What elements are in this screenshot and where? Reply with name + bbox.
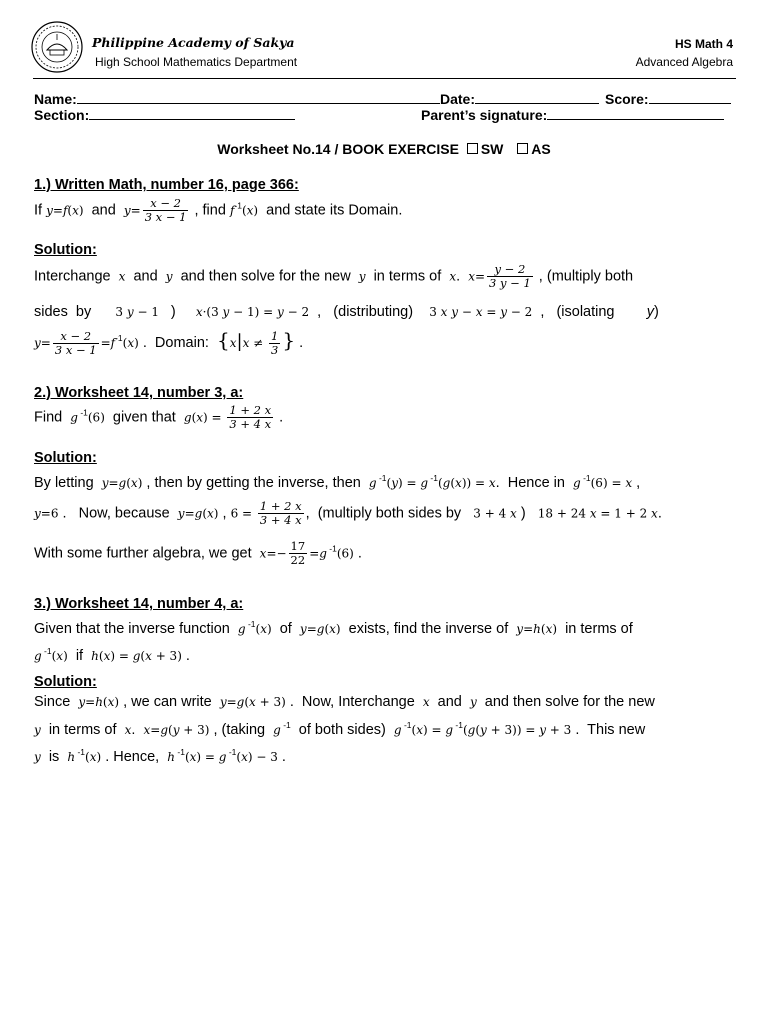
name-label: Name: bbox=[34, 91, 77, 107]
subject-name: Advanced Algebra bbox=[635, 55, 733, 69]
name-blank[interactable] bbox=[77, 89, 440, 104]
problem-1-heading: 1.) Written Math, number 16, page 366: bbox=[34, 177, 299, 193]
department-name: High School Mathematics Department bbox=[95, 55, 298, 69]
sw-checkbox[interactable] bbox=[467, 143, 478, 154]
school-name: Philippine Academy of Sakya bbox=[92, 35, 295, 50]
section-blank[interactable] bbox=[89, 105, 295, 120]
as-checkbox[interactable] bbox=[517, 143, 528, 154]
section-label: Section: bbox=[34, 107, 90, 123]
problem-3-heading: 3.) Worksheet 14, number 4, a: bbox=[34, 596, 244, 612]
problem-3-solution-line-1: Since y=h(x) , we can write y=g(x + 3) . Now, Interchange x and y and then solve for the new bbox=[34, 694, 655, 710]
problem-1-solution-line-2: sides by 3 y − 1 ) x·(3 y − 1) = y − 2 , (distributing) 3 x y − x = y − 2 , (isolating y) bbox=[34, 304, 659, 320]
as-label: AS bbox=[531, 141, 551, 157]
problem-2-heading: 2.) Worksheet 14, number 3, a: bbox=[34, 385, 244, 401]
sw-label: SW bbox=[480, 141, 504, 157]
problem-2-solution-line-1: By letting y=g(x) , then by getting the inverse, then g $^{-1}$(y) = g $^{-1}$(g(x)) = x. Hence in g $^{-1}$(6) = x , bbox=[34, 473, 641, 491]
score-label: Score: bbox=[605, 91, 649, 107]
section-field[interactable] bbox=[34, 105, 295, 123]
header-divider bbox=[33, 78, 736, 79]
problem-3-solution-line-3: y is h $^{-1}$(x) . Hence, h $^{-1}$(x) = g $^{-1}$(x) − 3 . bbox=[34, 747, 286, 765]
problem-2-statement: Find g $^{-1}$(6) given that g(x) = $\frac{1 + 2 x}{3 + 4 x}$ . bbox=[34, 403, 284, 431]
school-seal-logo bbox=[30, 20, 84, 74]
problem-2-solution-line-2: y=6 . Now, because y=g(x) , 6 = $\frac{1 + 2 x}{3 + 4 x}$ , (multiply both sides by 3 + 4 x ) 18 + 24 x = 1 + 2 x. bbox=[34, 499, 662, 527]
problem-1-statement: If y=f(x) and y= $\frac{x - 2}{3 x - 1}$ , find $f^{-1}(x)$ and state its Domain. bbox=[34, 196, 403, 224]
problem-2-solution-line-3: With some further algebra, we get x=− $\frac{17}{22}$ =g $^{-1}$(6) . bbox=[34, 539, 362, 567]
parent-signature-blank[interactable] bbox=[547, 105, 724, 120]
date-label: Date: bbox=[440, 91, 476, 107]
problem-3-solution-line-2: y in terms of x. x=g(y + 3) , (taking g $^{-1}$ of both sides) g $^{-1}$(x) = g $^{-1}$(g(y + 3)) = y + 3 . This new bbox=[34, 720, 646, 738]
worksheet-title-text: Worksheet No.14 / BOOK EXERCISE bbox=[217, 141, 459, 157]
problem-3-statement-line-2: g $^{-1}$(x) if h(x) = g(x + 3) . bbox=[34, 646, 190, 664]
problem-3-statement-line-1: Given that the inverse function g $^{-1}$(x) of y=g(x) exists, find the inverse of y=h(x) in terms of bbox=[34, 619, 633, 637]
parent-signature-field[interactable] bbox=[421, 105, 724, 123]
worksheet-title bbox=[0, 141, 768, 157]
score-blank[interactable] bbox=[649, 89, 731, 104]
problem-2-solution-label: Solution: bbox=[34, 450, 97, 466]
parent-signature-label: Parent’s signature: bbox=[421, 107, 548, 123]
problem-3-solution-label: Solution: bbox=[34, 674, 97, 690]
date-blank[interactable] bbox=[475, 89, 599, 104]
problem-1-solution-line-3: y= $\frac{x - 2}{3 x - 1}$ $=f^{-1}(x)$ . Domain: {x|x ≠ $\frac{1}{3}$ } . bbox=[34, 328, 304, 357]
problem-1-solution-line-1: Interchange x and y and then solve for the new y in terms of x. x= $\frac{y - 2}{3 y - 1}$ , (multiply both bbox=[34, 262, 634, 290]
problem-1-solution-label: Solution: bbox=[34, 242, 97, 258]
course-name: HS Math 4 bbox=[674, 37, 733, 51]
